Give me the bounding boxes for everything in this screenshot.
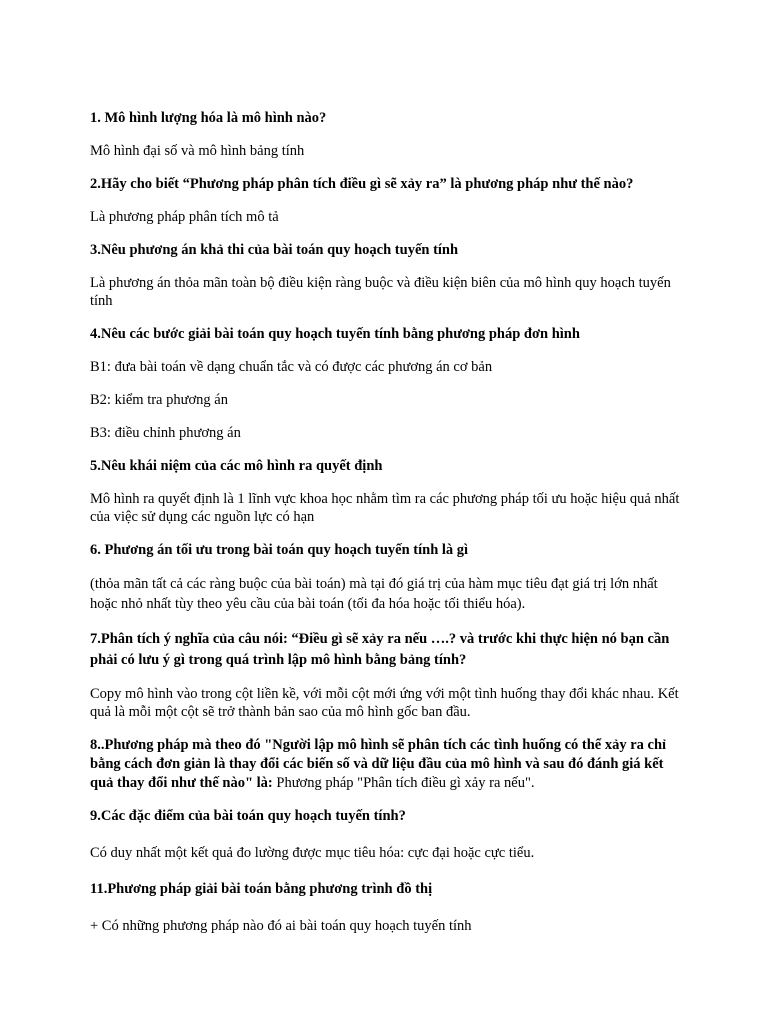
answer-11: + Có những phương pháp nào đó ai bài toán quy hoạch tuyến tính	[90, 918, 472, 934]
question-3: 3.Nêu phương án khả thi của bài toán quy hoạch tuyến tính	[90, 242, 459, 258]
question-7: 7.Phân tích ý nghĩa của câu nói: “Điều gì sẽ xảy ra nếu ….? và trước khi thực hiện nó bạn cần phải có lưu ý gì trong quá trình lập mô hình bằng bảng tính?	[90, 631, 670, 668]
question-6: 6. Phương án tối ưu trong bài toán quy hoạch tuyến tính là gì	[90, 542, 469, 558]
question-8-text: 8..Phương pháp mà theo đó "Người lập mô hình sẽ phân tích các tình huống có thể xảy ra chỉ bằng cách đơn giản là thay đổi các biến số và dữ liệu đầu của mô hình và sau đó đánh giá kết quả thay đổi như thế nào" là:	[90, 737, 667, 791]
answer-8: Phương pháp "Phân tích điều gì xảy ra nếu".	[272, 775, 535, 791]
answer-6: (thỏa mãn tất cả các ràng buộc của bài toán) mà tại đó giá trị của hàm mục tiêu đạt giá trị lớn nhất hoặc nhỏ nhất tùy theo yêu cầu của bài toán (tối đa hóa hoặc tối thiểu hóa).	[90, 576, 658, 612]
answer-1: Mô hình đại số và mô hình bảng tính	[90, 143, 305, 159]
answer-5: Mô hình ra quyết định là 1 lĩnh vực khoa học nhằm tìm ra các phương pháp tối ưu hoặc hiệu quả nhất của việc sử dụng các nguồn lực có hạn	[90, 491, 680, 525]
question-4: 4.Nêu các bước giải bài toán quy hoạch tuyến tính bằng phương pháp đơn hình	[90, 326, 580, 342]
answer-9: Có duy nhất một kết quả đo lường được mục tiêu hóa: cực đại hoặc cực tiểu.	[90, 845, 535, 861]
question-11: 11.Phương pháp giải bài toán bằng phương trình đồ thị	[90, 881, 433, 897]
document-page	[90, 109, 682, 950]
question-2: 2.Hãy cho biết “Phương pháp phân tích điều gì sẽ xảy ra” là phương pháp như thế nào?	[90, 176, 634, 192]
question-5: 5.Nêu khái niệm của các mô hình ra quyết định	[90, 458, 383, 474]
answer-4-step-3: B3: điều chỉnh phương án	[90, 425, 241, 441]
answer-7: Copy mô hình vào trong cột liền kề, với mỗi cột mới ứng với một tình huống thay đổi khác nhau. Kết quả là mỗi một cột sẽ trở thành bản sao của mô hình gốc ban đầu.	[90, 686, 679, 720]
question-1: 1. Mô hình lượng hóa là mô hình nào?	[90, 110, 327, 126]
answer-4-step-2: B2: kiểm tra phương án	[90, 392, 228, 408]
answer-2: Là phương pháp phân tích mô tả	[90, 209, 279, 225]
question-9: 9.Các đặc điểm của bài toán quy hoạch tuyến tính?	[90, 808, 406, 824]
answer-3: Là phương án thỏa mãn toàn bộ điều kiện ràng buộc và điều kiện biên của mô hình quy hoạch tuyến tính	[90, 275, 671, 309]
answer-4-step-1: B1: đưa bài toán về dạng chuẩn tắc và có được các phương án cơ bản	[90, 359, 493, 375]
question-8	[90, 736, 682, 793]
